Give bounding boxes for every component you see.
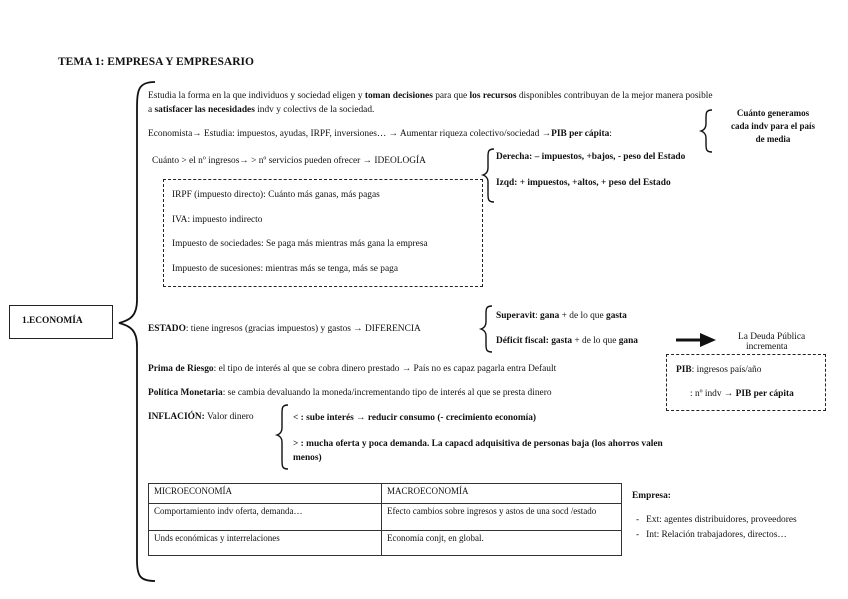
intro-line-2: a satisfacer las necesidades indv y colectivs de la sociedad. [148,105,375,115]
pib-line-1: PIB: ingresos país/año [676,365,762,375]
ideologia-line: Cuánto > el nº ingresos→ > nº servicios pueden ofrecer → IDEOLOGÍA [152,156,426,166]
table-row [149,504,622,531]
politica-line: Política Monetaria: se cambia devaluando la moneda/incrementando tipo de interés al que se presta dinero [148,388,552,398]
pib-line-2: : nº indv → PIB per cápita [690,389,794,399]
impuesto-sucesiones: Impuesto de sucesiones: mientras más se tenga, más se paga [172,264,398,274]
economista-line: Economista→ Estudia: impuestos, ayudas, IRPF, inversiones… → Aumentar riqueza colectivo/sociedad →PIB per cápita: [148,129,612,139]
inflacion-gt-2: menos) [293,453,322,463]
impuesto-iva: IVA: impuesto indirecto [172,215,263,225]
prima-line: Prima de Riesgo: el tipo de interés al que se cobra dinero prestado → País no es capaz pagarla entra Default [148,364,557,374]
intro-line-1: Estudia la forma en la que individuos y sociedad eligen y toman decisiones para que los recursos disponibles contribuyan de la mejor manera posible [148,91,713,101]
inflacion-lt: < : sube interés → reducir consumo (- crecimiento economía) [293,413,537,423]
deuda-text: La Deuda Pública [738,332,806,342]
impuesto-irpf: IRPF (impuesto directo): Cuánto más ganas, más pagas [172,190,380,200]
inflacion-gt-1: > : mucha oferta y poca demanda. La capacd adquisitiva de personas baja (los ahorros valen [293,439,663,449]
empresa-title: Empresa: [632,491,671,501]
deficit-line: Déficit fiscal: gasta + de lo que gana [496,336,638,346]
table-header-cell: MACROECONOMÍA [382,484,622,504]
estado-line: ESTADO: tiene ingresos (gracias impuestos) y gastos → DIFERENCIA [148,324,421,334]
micro-macro-table [148,483,622,556]
table-cell: Economía conjt, en global. [382,531,622,556]
table-row [149,531,622,556]
budget-brace [481,306,492,352]
deuda-arrow-head [700,333,716,347]
cuanto-note: Cuánto generamos cada indv para el país de media [730,108,815,144]
table-header-cell: MICROECONOMÍA [149,484,382,504]
inflacion-line: INFLACIÓN: Valor dinero [148,412,254,422]
pib-box [666,354,826,411]
ideology-brace [483,149,494,202]
derecha-line: Derecha: – impuestos, +bajos, - peso del Estado [496,152,686,162]
note-brace [701,110,712,152]
empresa-item: - Int: Relación trabajadores, directos… [636,530,787,540]
empresa-item: - Ext: agentes distribuidores, proveedores [636,515,797,525]
table-cell: Unds económicas y interrelaciones [149,531,382,556]
deuda-subtext: incrementa [746,342,788,349]
izqd-line: Izqd: + impuestos, +altos, + peso del Estado [496,178,671,188]
superavit-line: Superavit: gana + de lo que gasta [496,311,627,321]
table-cell: Comportamiento indv oferta, demanda… [149,504,382,531]
page-title: TEMA 1: EMPRESA Y EMPRESARIO [58,56,254,68]
economia-box [9,305,113,339]
economia-label: 1.ECONOMÍA [22,316,83,326]
table-header-row [149,484,622,504]
inflation-brace [277,405,288,469]
table-cell: Efecto cambios sobre ingresos y astos de una socd /estado [382,504,622,531]
impuesto-sociedades: Impuesto de sociedades: Se paga más mientras más gana la empresa [172,239,428,249]
